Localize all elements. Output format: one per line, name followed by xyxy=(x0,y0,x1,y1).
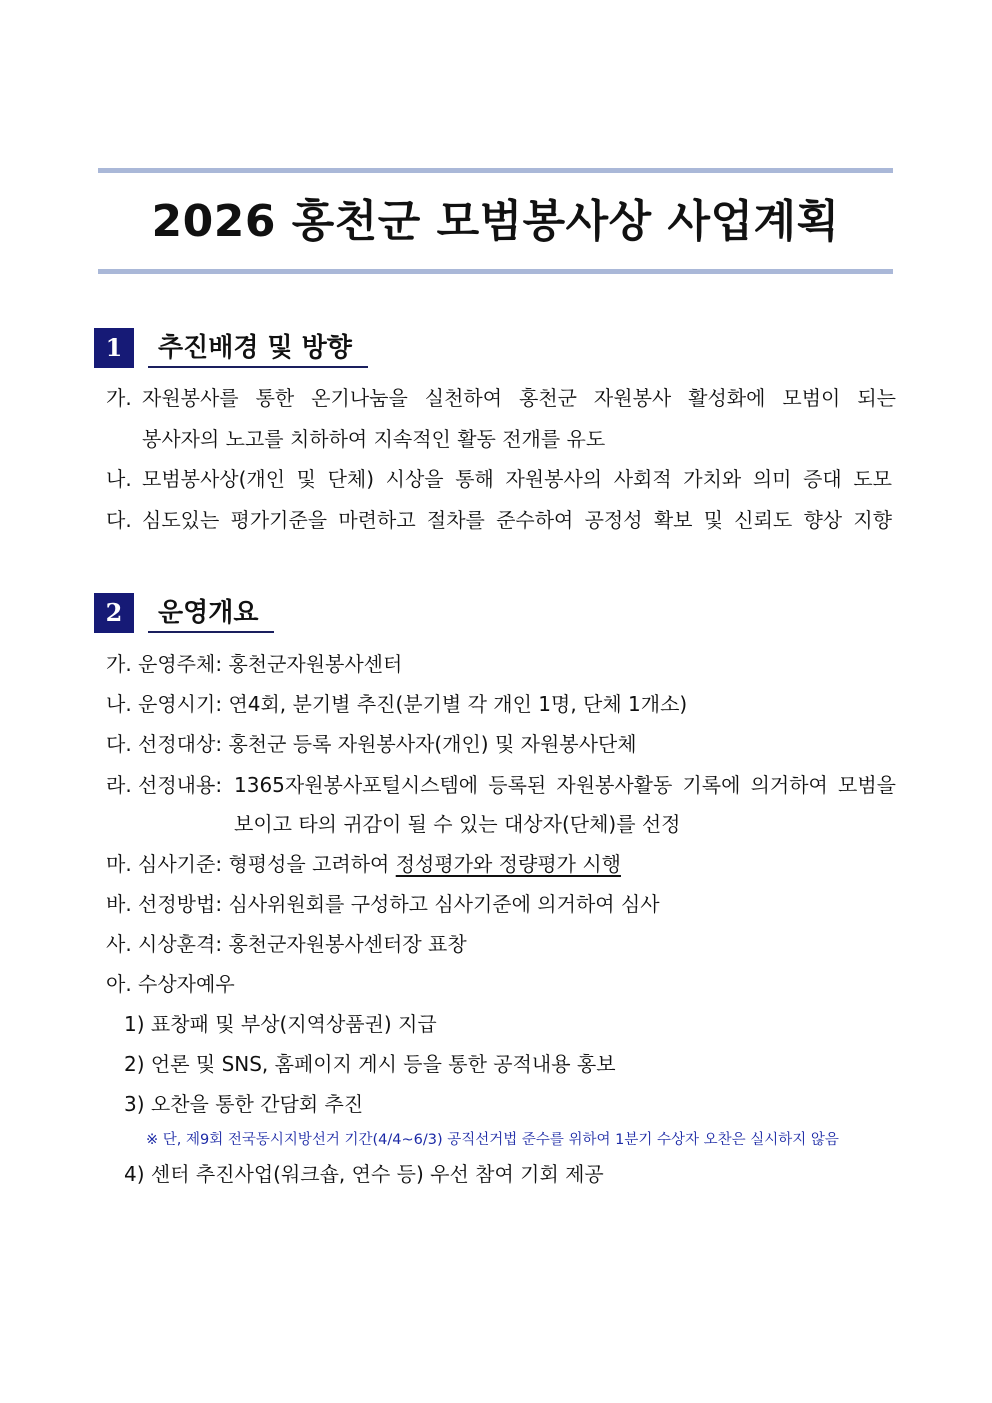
benefit-4-num: 4) xyxy=(124,1162,145,1186)
benefit-3 xyxy=(124,1089,363,1119)
s2-item-ba-key: 선정방법: xyxy=(138,892,223,916)
s2-item-ba-label: 바. xyxy=(106,892,132,916)
benefit-1-num: 1) xyxy=(124,1012,145,1036)
section-1-number: 1 xyxy=(94,328,134,368)
s2-item-da-value: 홍천군 등록 자원봉사자(개인) 및 자원봉사단체 xyxy=(228,732,637,756)
s1-item-na-label: 나. xyxy=(106,467,132,491)
s2-item-na-key: 운영시기: xyxy=(138,692,223,716)
s2-item-ma-value-underlined: 정성평가와 정량평가 시행 xyxy=(395,852,621,876)
benefit-4-text: 센터 추진사업(워크숍, 연수 등) 우선 참여 기회 제공 xyxy=(150,1162,604,1186)
s2-item-ma-value: 형평성을 고려하여 xyxy=(228,852,390,876)
s2-item-ga xyxy=(106,649,402,679)
section-2-number: 2 xyxy=(94,593,134,633)
benefit-4 xyxy=(124,1159,604,1189)
s2-item-sa-key: 시상훈격: xyxy=(138,932,223,956)
s2-item-ra-value: 1365자원봉사포털시스템에 등록된 자원봉사활동 기록에 의거하여 모범을 xyxy=(234,773,896,797)
s2-item-da-key: 선정대상: xyxy=(138,732,223,756)
s2-item-ma-key: 심사기준: xyxy=(138,852,223,876)
s2-item-na-label: 나. xyxy=(106,692,132,716)
s2-item-na xyxy=(106,689,687,719)
s1-item-ga-line1: 자원봉사를 통한 온기나눔을 실천하여 홍천군 자원봉사 활성화에 모범이 되는 xyxy=(142,386,896,410)
benefit-1-text: 표창패 및 부상(지역상품권) 지급 xyxy=(150,1012,437,1036)
election-note: ※ 단, 제9회 전국동시지방선거 기간(4/4~6/3) 공직선거법 준수를 위하여 1분기 수상자 오찬은 실시하지 않음 xyxy=(146,1132,839,1148)
s2-item-ma xyxy=(106,849,621,879)
benefit-2-text: 언론 및 SNS, 홈페이지 게시 등을 통한 공적내용 홍보 xyxy=(150,1052,616,1076)
s2-item-ra-cont: 보이고 타의 귀감이 될 수 있는 대상자(단체)를 선정 xyxy=(234,812,681,836)
s2-item-ra-label-text: 라. xyxy=(106,773,132,797)
s2-item-da xyxy=(106,729,637,759)
s2-item-ga-label: 가. xyxy=(106,652,132,676)
section-2-title: 운영개요 xyxy=(148,595,274,633)
s2-item-a xyxy=(106,969,235,999)
title-top-rule xyxy=(98,168,893,173)
s1-item-da-label: 다. xyxy=(106,508,132,532)
s2-item-ra-label xyxy=(106,770,222,800)
s1-item-ga-label: 가. xyxy=(106,386,132,410)
s2-item-sa xyxy=(106,929,467,959)
benefit-3-num: 3) xyxy=(124,1092,145,1116)
s2-item-sa-value: 홍천군자원봉사센터장 표창 xyxy=(228,932,467,956)
s2-item-sa-label: 사. xyxy=(106,932,132,956)
s1-item-da-line1: 심도있는 평가기준을 마련하고 절차를 준수하여 공정성 확보 및 신뢰도 향상 지향 xyxy=(142,508,892,532)
s2-item-ga-key: 운영주체: xyxy=(138,652,223,676)
s1-item-na-line1: 모범봉사상(개인 및 단체) 시상을 통해 자원봉사의 사회적 가치와 의미 증대 도모 xyxy=(142,467,892,491)
s2-item-ba-value: 심사위원회를 구성하고 심사기준에 의거하여 심사 xyxy=(228,892,660,916)
s2-item-a-label: 아. xyxy=(106,972,132,996)
title-bottom-rule xyxy=(98,269,893,274)
s2-item-ra-key: 선정내용: xyxy=(138,773,223,797)
s1-item-ga-cont: 봉사자의 노고를 치하하여 지속적인 활동 전개를 유도 xyxy=(142,427,606,451)
s2-item-na-value: 연4회, 분기별 추진(분기별 각 개인 1명, 단체 1개소) xyxy=(228,692,688,716)
benefit-3-text: 오찬을 통한 간담회 추진 xyxy=(150,1092,364,1116)
page-title: 2026 홍천군 모범봉사상 사업계획 xyxy=(151,196,840,247)
benefit-2 xyxy=(124,1049,616,1079)
s2-item-da-label: 다. xyxy=(106,732,132,756)
s2-item-ba xyxy=(106,889,660,919)
section-1-title: 추진배경 및 방향 xyxy=(148,330,368,368)
benefit-1 xyxy=(124,1009,437,1039)
s2-item-ma-label: 마. xyxy=(106,852,132,876)
s2-item-ga-value: 홍천군자원봉사센터 xyxy=(228,652,403,676)
benefit-2-num: 2) xyxy=(124,1052,145,1076)
s2-item-a-key: 수상자예우 xyxy=(138,972,235,996)
